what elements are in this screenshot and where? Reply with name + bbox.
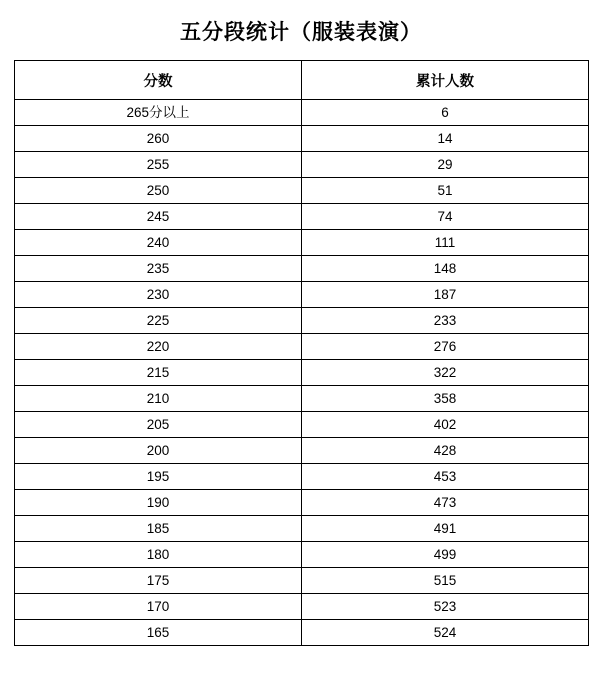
cell-score: 180 [15,542,302,568]
cell-count: 453 [302,464,589,490]
cell-count: 524 [302,620,589,646]
cell-count: 402 [302,412,589,438]
cell-count: 276 [302,334,589,360]
cell-score: 245 [15,204,302,230]
table-row [15,568,589,594]
cell-count: 187 [302,282,589,308]
table-row [15,308,589,334]
table-header [15,61,589,100]
table-row [15,594,589,620]
cell-score: 195 [15,464,302,490]
cell-score: 190 [15,490,302,516]
column-header-score: 分数 [15,61,302,100]
cell-count: 499 [302,542,589,568]
cell-score: 255 [15,152,302,178]
cell-score: 240 [15,230,302,256]
cell-count: 233 [302,308,589,334]
table-row [15,360,589,386]
cell-score: 200 [15,438,302,464]
table-row [15,256,589,282]
page-title: 五分段统计（服装表演） [180,20,422,44]
cell-score: 165 [15,620,302,646]
cell-score: 260 [15,126,302,152]
table-row [15,542,589,568]
table-row [15,230,589,256]
cell-count: 358 [302,386,589,412]
cell-count: 148 [302,256,589,282]
table-row [15,204,589,230]
cell-count: 428 [302,438,589,464]
table-body [15,100,589,646]
cell-score: 215 [15,360,302,386]
cell-score: 175 [15,568,302,594]
table-row [15,152,589,178]
table-row [15,100,589,126]
cell-count: 51 [302,178,589,204]
table-container [0,60,602,646]
cell-count: 111 [302,230,589,256]
cell-score: 205 [15,412,302,438]
cell-score: 185 [15,516,302,542]
table-row [15,464,589,490]
cell-count: 491 [302,516,589,542]
table-row [15,178,589,204]
cell-score: 210 [15,386,302,412]
score-distribution-table [14,60,589,646]
cell-count: 322 [302,360,589,386]
table-row [15,386,589,412]
cell-score: 170 [15,594,302,620]
cell-score: 235 [15,256,302,282]
cell-count: 515 [302,568,589,594]
cell-count: 523 [302,594,589,620]
table-row [15,126,589,152]
cell-count: 29 [302,152,589,178]
cell-count: 74 [302,204,589,230]
table-row [15,438,589,464]
cell-score: 225 [15,308,302,334]
cell-count: 473 [302,490,589,516]
cell-score: 230 [15,282,302,308]
table-row [15,516,589,542]
document-page [0,16,602,689]
table-row [15,620,589,646]
table-header-row [15,61,589,100]
column-header-count: 累计人数 [302,61,589,100]
table-row [15,490,589,516]
cell-score: 265分以上 [15,100,302,126]
cell-score: 220 [15,334,302,360]
table-row [15,334,589,360]
table-row [15,282,589,308]
table-row [15,412,589,438]
cell-score: 250 [15,178,302,204]
cell-count: 6 [302,100,589,126]
cell-count: 14 [302,126,589,152]
